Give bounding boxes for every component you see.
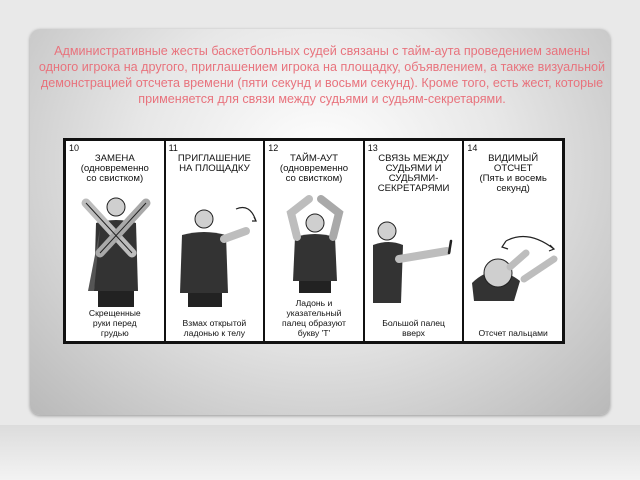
gesture-panel-timeout <box>265 141 363 341</box>
panel-number: 10 <box>69 143 80 153</box>
panel-caption: Скрещенные руки перед грудью <box>88 308 141 338</box>
panel-caption: Ладонь и указательный палец образуют букву 'Т' <box>281 298 346 338</box>
panel-number: 14 <box>467 143 478 153</box>
gesture-panel-invite <box>166 141 264 341</box>
panel-caption: Отсчет пальцами <box>478 328 548 338</box>
gesture-panel-substitution <box>66 141 164 341</box>
slide-paragraph: Административные жесты баскетбольных судей связаны с тайм-аута проведением замены одного игрока на другого, приглашением игрока на площадку, объявлением, а также визуальной демонстрацией отсчета времени (пяти секунд и восьми секунд). Кроме того, есть жест, которые применяется для связи между судьями и судьям-секретарями. <box>38 44 606 106</box>
slide-footer-band <box>0 425 640 480</box>
gesture-illustration-strip <box>63 138 565 344</box>
panel-title: ЗАМЕНА (одновременно со свистком) <box>80 153 149 184</box>
panel-title: ВИДИМЫЙ ОТСЧЕТ (Пять и восемь секунд) <box>479 153 547 194</box>
gesture-panel-communication <box>365 141 463 341</box>
panel-caption: Взмах открытой ладонью к телу <box>182 318 247 338</box>
panel-title: ТАЙМ-АУТ (одновременно со свистком) <box>279 153 349 184</box>
panel-number: 11 <box>168 143 178 153</box>
panel-title: СВЯЗЬ МЕЖДУ СУДЬЯМИ И СУДЬЯМИ- СЕКРЕТАРЯМИ <box>377 153 450 194</box>
panel-caption: Большой палец вверх <box>382 318 445 338</box>
gesture-panel-count <box>464 141 562 341</box>
panel-title: ПРИГЛАШЕНИЕ НА ПЛОЩАДКУ <box>177 153 251 174</box>
panel-number: 13 <box>367 143 378 153</box>
panel-number: 12 <box>268 143 279 153</box>
